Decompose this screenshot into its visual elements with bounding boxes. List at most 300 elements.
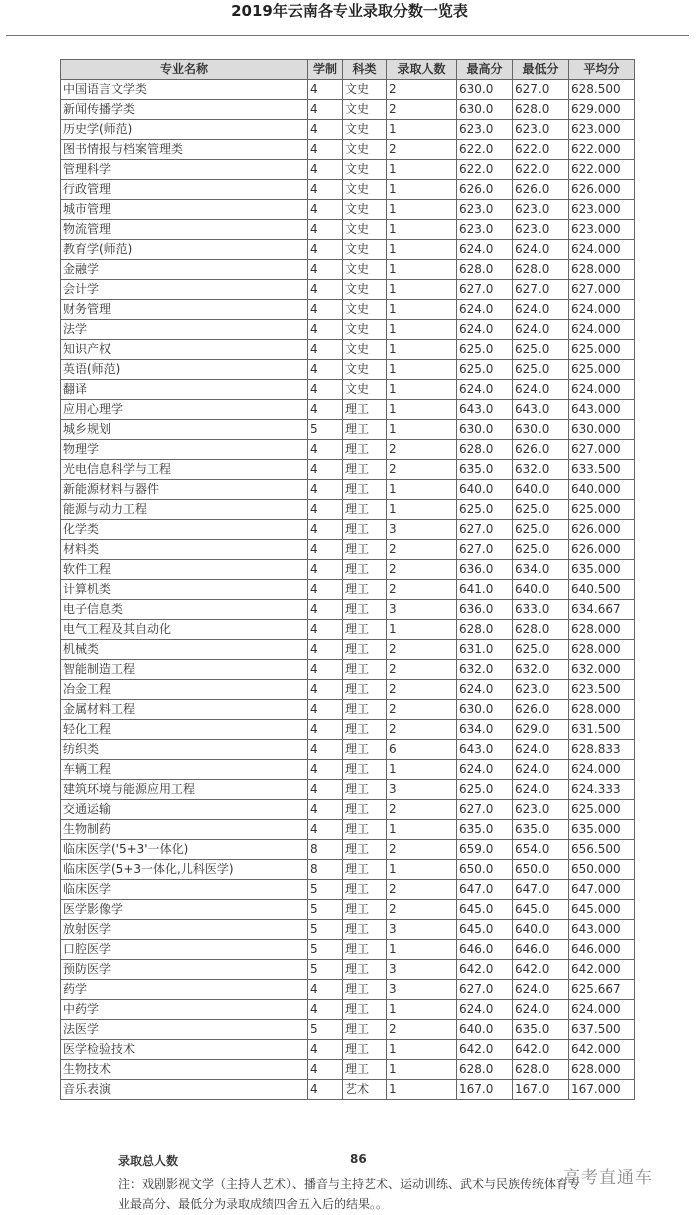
cell-category: 理工 xyxy=(343,540,387,560)
cell-min-score: 633.0 xyxy=(513,600,569,620)
cell-enrolled-count: 1 xyxy=(387,480,457,500)
cell-max-score: 623.0 xyxy=(457,200,513,220)
table-row xyxy=(61,300,635,320)
cell-enrolled-count: 3 xyxy=(387,520,457,540)
cell-max-score: 632.0 xyxy=(457,660,513,680)
cell-max-score: 643.0 xyxy=(457,740,513,760)
cell-major-name: 翻译 xyxy=(61,380,308,400)
table-body xyxy=(61,80,635,1100)
cell-major-name: 化学类 xyxy=(61,520,308,540)
table-row xyxy=(61,660,635,680)
cell-duration: 4 xyxy=(308,360,343,380)
cell-major-name: 能源与动力工程 xyxy=(61,500,308,520)
cell-category: 文史 xyxy=(343,140,387,160)
table-row xyxy=(61,440,635,460)
cell-category: 理工 xyxy=(343,940,387,960)
cell-duration: 4 xyxy=(308,120,343,140)
cell-max-score: 642.0 xyxy=(457,1040,513,1060)
cell-avg-score: 634.667 xyxy=(569,600,635,620)
cell-max-score: 627.0 xyxy=(457,800,513,820)
cell-max-score: 627.0 xyxy=(457,520,513,540)
cell-avg-score: 624.000 xyxy=(569,760,635,780)
cell-min-score: 645.0 xyxy=(513,900,569,920)
cell-avg-score: 628.000 xyxy=(569,260,635,280)
cell-max-score: 625.0 xyxy=(457,340,513,360)
table-row xyxy=(61,820,635,840)
cell-enrolled-count: 1 xyxy=(387,1000,457,1020)
cell-avg-score: 647.000 xyxy=(569,880,635,900)
cell-min-score: 625.0 xyxy=(513,340,569,360)
cell-category: 文史 xyxy=(343,260,387,280)
cell-enrolled-count: 1 xyxy=(387,240,457,260)
cell-major-name: 生物制药 xyxy=(61,820,308,840)
cell-max-score: 627.0 xyxy=(457,540,513,560)
admission-score-table xyxy=(60,59,635,1100)
cell-enrolled-count: 1 xyxy=(387,380,457,400)
cell-major-name: 生物技术 xyxy=(61,1060,308,1080)
cell-duration: 4 xyxy=(308,980,343,1000)
cell-enrolled-count: 3 xyxy=(387,920,457,940)
cell-duration: 4 xyxy=(308,1040,343,1060)
cell-major-name: 预防医学 xyxy=(61,960,308,980)
cell-avg-score: 628.000 xyxy=(569,640,635,660)
cell-avg-score: 624.333 xyxy=(569,780,635,800)
cell-avg-score: 622.000 xyxy=(569,160,635,180)
cell-enrolled-count: 2 xyxy=(387,660,457,680)
cell-min-score: 642.0 xyxy=(513,960,569,980)
cell-major-name: 法医学 xyxy=(61,1020,308,1040)
cell-max-score: 628.0 xyxy=(457,440,513,460)
cell-major-name: 冶金工程 xyxy=(61,680,308,700)
cell-min-score: 654.0 xyxy=(513,840,569,860)
cell-category: 理工 xyxy=(343,660,387,680)
cell-avg-score: 625.000 xyxy=(569,500,635,520)
table-row xyxy=(61,480,635,500)
table-row xyxy=(61,900,635,920)
cell-duration: 4 xyxy=(308,280,343,300)
table-row xyxy=(61,280,635,300)
cell-category: 文史 xyxy=(343,120,387,140)
cell-enrolled-count: 2 xyxy=(387,560,457,580)
cell-duration: 4 xyxy=(308,540,343,560)
cell-avg-score: 627.000 xyxy=(569,280,635,300)
cell-max-score: 640.0 xyxy=(457,1020,513,1040)
cell-min-score: 626.0 xyxy=(513,700,569,720)
cell-duration: 4 xyxy=(308,660,343,680)
cell-duration: 4 xyxy=(308,300,343,320)
cell-major-name: 音乐表演 xyxy=(61,1080,308,1100)
table-header-row xyxy=(61,60,635,80)
table-row xyxy=(61,880,635,900)
cell-max-score: 622.0 xyxy=(457,160,513,180)
table-row xyxy=(61,740,635,760)
cell-avg-score: 628.000 xyxy=(569,620,635,640)
cell-duration: 4 xyxy=(308,500,343,520)
cell-enrolled-count: 1 xyxy=(387,120,457,140)
cell-category: 理工 xyxy=(343,420,387,440)
header-major: 专业名称 xyxy=(61,60,308,80)
cell-major-name: 英语(师范) xyxy=(61,360,308,380)
table-row xyxy=(61,220,635,240)
cell-category: 理工 xyxy=(343,780,387,800)
cell-max-score: 631.0 xyxy=(457,640,513,660)
cell-duration: 4 xyxy=(308,740,343,760)
cell-avg-score: 637.500 xyxy=(569,1020,635,1040)
cell-max-score: 634.0 xyxy=(457,720,513,740)
cell-avg-score: 628.000 xyxy=(569,1060,635,1080)
cell-category: 文史 xyxy=(343,320,387,340)
table-row xyxy=(61,1000,635,1020)
cell-min-score: 625.0 xyxy=(513,500,569,520)
cell-category: 文史 xyxy=(343,280,387,300)
cell-avg-score: 625.000 xyxy=(569,360,635,380)
cell-enrolled-count: 2 xyxy=(387,540,457,560)
cell-min-score: 625.0 xyxy=(513,520,569,540)
table-row xyxy=(61,460,635,480)
cell-min-score: 623.0 xyxy=(513,200,569,220)
cell-max-score: 623.0 xyxy=(457,120,513,140)
cell-enrolled-count: 1 xyxy=(387,420,457,440)
cell-duration: 4 xyxy=(308,700,343,720)
cell-enrolled-count: 2 xyxy=(387,440,457,460)
cell-min-score: 623.0 xyxy=(513,800,569,820)
cell-major-name: 管理科学 xyxy=(61,160,308,180)
cell-max-score: 625.0 xyxy=(457,500,513,520)
cell-duration: 4 xyxy=(308,100,343,120)
cell-major-name: 金融学 xyxy=(61,260,308,280)
cell-major-name: 交通运输 xyxy=(61,800,308,820)
cell-avg-score: 633.500 xyxy=(569,460,635,480)
table-row xyxy=(61,180,635,200)
cell-max-score: 623.0 xyxy=(457,220,513,240)
cell-major-name: 医学检验技术 xyxy=(61,1040,308,1060)
cell-category: 理工 xyxy=(343,680,387,700)
table-row xyxy=(61,940,635,960)
cell-avg-score: 624.000 xyxy=(569,1000,635,1020)
cell-min-score: 624.0 xyxy=(513,320,569,340)
cell-avg-score: 642.000 xyxy=(569,960,635,980)
cell-max-score: 622.0 xyxy=(457,140,513,160)
table-row xyxy=(61,320,635,340)
cell-avg-score: 643.000 xyxy=(569,400,635,420)
cell-enrolled-count: 1 xyxy=(387,500,457,520)
cell-max-score: 624.0 xyxy=(457,680,513,700)
cell-min-score: 167.0 xyxy=(513,1080,569,1100)
cell-max-score: 625.0 xyxy=(457,780,513,800)
cell-min-score: 628.0 xyxy=(513,620,569,640)
cell-category: 理工 xyxy=(343,500,387,520)
cell-major-name: 教育学(师范) xyxy=(61,240,308,260)
cell-duration: 5 xyxy=(308,900,343,920)
cell-duration: 4 xyxy=(308,320,343,340)
cell-max-score: 642.0 xyxy=(457,960,513,980)
cell-min-score: 632.0 xyxy=(513,460,569,480)
cell-duration: 4 xyxy=(308,760,343,780)
table-row xyxy=(61,980,635,1000)
cell-enrolled-count: 1 xyxy=(387,860,457,880)
cell-avg-score: 635.000 xyxy=(569,820,635,840)
cell-enrolled-count: 1 xyxy=(387,1040,457,1060)
cell-min-score: 626.0 xyxy=(513,180,569,200)
cell-enrolled-count: 1 xyxy=(387,300,457,320)
table-row xyxy=(61,540,635,560)
cell-category: 理工 xyxy=(343,700,387,720)
cell-duration: 4 xyxy=(308,260,343,280)
table-row xyxy=(61,680,635,700)
cell-duration: 4 xyxy=(308,400,343,420)
cell-category: 理工 xyxy=(343,440,387,460)
cell-category: 理工 xyxy=(343,740,387,760)
table-row xyxy=(61,260,635,280)
cell-duration: 4 xyxy=(308,200,343,220)
cell-major-name: 城乡规划 xyxy=(61,420,308,440)
cell-min-score: 625.0 xyxy=(513,640,569,660)
cell-major-name: 临床医学('5+3'一体化) xyxy=(61,840,308,860)
cell-category: 文史 xyxy=(343,180,387,200)
cell-min-score: 626.0 xyxy=(513,440,569,460)
cell-enrolled-count: 1 xyxy=(387,820,457,840)
cell-max-score: 636.0 xyxy=(457,600,513,620)
cell-major-name: 新闻传播学类 xyxy=(61,100,308,120)
cell-avg-score: 624.000 xyxy=(569,240,635,260)
cell-duration: 4 xyxy=(308,460,343,480)
cell-max-score: 630.0 xyxy=(457,420,513,440)
cell-enrolled-count: 2 xyxy=(387,140,457,160)
cell-major-name: 图书情报与档案管理类 xyxy=(61,140,308,160)
cell-min-score: 646.0 xyxy=(513,940,569,960)
cell-avg-score: 629.000 xyxy=(569,100,635,120)
cell-min-score: 624.0 xyxy=(513,780,569,800)
table-row xyxy=(61,1040,635,1060)
cell-max-score: 641.0 xyxy=(457,580,513,600)
table-row xyxy=(61,240,635,260)
cell-duration: 4 xyxy=(308,1000,343,1020)
cell-max-score: 640.0 xyxy=(457,480,513,500)
cell-duration: 4 xyxy=(308,340,343,360)
table-row xyxy=(61,600,635,620)
cell-enrolled-count: 1 xyxy=(387,340,457,360)
cell-max-score: 627.0 xyxy=(457,280,513,300)
cell-duration: 5 xyxy=(308,1020,343,1040)
cell-min-score: 624.0 xyxy=(513,980,569,1000)
cell-category: 理工 xyxy=(343,800,387,820)
total-enrolled xyxy=(118,1152,367,1169)
cell-duration: 8 xyxy=(308,840,343,860)
cell-max-score: 167.0 xyxy=(457,1080,513,1100)
cell-avg-score: 623.000 xyxy=(569,120,635,140)
cell-major-name: 计算机类 xyxy=(61,580,308,600)
cell-category: 文史 xyxy=(343,300,387,320)
cell-enrolled-count: 1 xyxy=(387,1060,457,1080)
cell-enrolled-count: 2 xyxy=(387,720,457,740)
table-row xyxy=(61,140,635,160)
cell-max-score: 627.0 xyxy=(457,980,513,1000)
table-row xyxy=(61,380,635,400)
table-row xyxy=(61,360,635,380)
cell-max-score: 659.0 xyxy=(457,840,513,860)
table-row xyxy=(61,800,635,820)
cell-category: 文史 xyxy=(343,200,387,220)
header-max-score: 最高分 xyxy=(457,60,513,80)
cell-min-score: 625.0 xyxy=(513,360,569,380)
cell-major-name: 法学 xyxy=(61,320,308,340)
cell-major-name: 轻化工程 xyxy=(61,720,308,740)
table-row xyxy=(61,560,635,580)
cell-min-score: 630.0 xyxy=(513,420,569,440)
table-row xyxy=(61,160,635,180)
cell-min-score: 625.0 xyxy=(513,540,569,560)
cell-enrolled-count: 2 xyxy=(387,460,457,480)
cell-duration: 4 xyxy=(308,720,343,740)
cell-category: 文史 xyxy=(343,380,387,400)
cell-enrolled-count: 2 xyxy=(387,80,457,100)
cell-min-score: 640.0 xyxy=(513,920,569,940)
cell-major-name: 行政管理 xyxy=(61,180,308,200)
cell-category: 理工 xyxy=(343,480,387,500)
cell-enrolled-count: 1 xyxy=(387,260,457,280)
cell-avg-score: 645.000 xyxy=(569,900,635,920)
cell-duration: 5 xyxy=(308,960,343,980)
cell-max-score: 630.0 xyxy=(457,100,513,120)
cell-max-score: 624.0 xyxy=(457,240,513,260)
cell-avg-score: 627.000 xyxy=(569,440,635,460)
cell-duration: 4 xyxy=(308,600,343,620)
cell-major-name: 应用心理学 xyxy=(61,400,308,420)
cell-major-name: 临床医学 xyxy=(61,880,308,900)
cell-category: 文史 xyxy=(343,240,387,260)
cell-category: 理工 xyxy=(343,1000,387,1020)
cell-enrolled-count: 2 xyxy=(387,640,457,660)
cell-min-score: 642.0 xyxy=(513,1040,569,1060)
cell-category: 理工 xyxy=(343,960,387,980)
cell-min-score: 624.0 xyxy=(513,760,569,780)
cell-min-score: 627.0 xyxy=(513,280,569,300)
cell-enrolled-count: 1 xyxy=(387,940,457,960)
watermark: 高考直通车 xyxy=(563,1168,653,1188)
total-enrolled-label: 录取总人数 xyxy=(118,1154,179,1168)
cell-enrolled-count: 2 xyxy=(387,580,457,600)
cell-max-score: 624.0 xyxy=(457,1000,513,1020)
cell-major-name: 车辆工程 xyxy=(61,760,308,780)
cell-max-score: 628.0 xyxy=(457,260,513,280)
table-row xyxy=(61,760,635,780)
cell-duration: 5 xyxy=(308,420,343,440)
cell-category: 理工 xyxy=(343,460,387,480)
cell-enrolled-count: 2 xyxy=(387,840,457,860)
cell-category: 理工 xyxy=(343,520,387,540)
cell-category: 文史 xyxy=(343,340,387,360)
cell-major-name: 药学 xyxy=(61,980,308,1000)
header-enrolled: 录取人数 xyxy=(387,60,457,80)
header-min-score: 最低分 xyxy=(513,60,569,80)
cell-avg-score: 630.000 xyxy=(569,420,635,440)
table-row xyxy=(61,720,635,740)
cell-major-name: 城市管理 xyxy=(61,200,308,220)
cell-avg-score: 628.833 xyxy=(569,740,635,760)
footnote: 注：戏剧影视文学（主持人艺术）、播音与主持艺术、运动训练、武术与民族传统体育专业最高分、最低分为录取成绩四舍五入后的结果。。 xyxy=(118,1177,581,1211)
cell-max-score: 635.0 xyxy=(457,460,513,480)
cell-major-name: 纺织类 xyxy=(61,740,308,760)
cell-major-name: 软件工程 xyxy=(61,560,308,580)
header-category: 科类 xyxy=(343,60,387,80)
cell-category: 文史 xyxy=(343,80,387,100)
table-row xyxy=(61,920,635,940)
cell-duration: 4 xyxy=(308,140,343,160)
cell-category: 理工 xyxy=(343,1040,387,1060)
cell-avg-score: 632.000 xyxy=(569,660,635,680)
cell-enrolled-count: 1 xyxy=(387,320,457,340)
cell-duration: 4 xyxy=(308,520,343,540)
cell-enrolled-count: 1 xyxy=(387,400,457,420)
cell-category: 理工 xyxy=(343,600,387,620)
cell-duration: 5 xyxy=(308,920,343,940)
cell-category: 理工 xyxy=(343,880,387,900)
cell-avg-score: 631.500 xyxy=(569,720,635,740)
cell-duration: 4 xyxy=(308,620,343,640)
cell-avg-score: 656.500 xyxy=(569,840,635,860)
cell-avg-score: 623.000 xyxy=(569,200,635,220)
cell-avg-score: 640.500 xyxy=(569,580,635,600)
cell-major-name: 新能源材料与器件 xyxy=(61,480,308,500)
table-row xyxy=(61,960,635,980)
cell-major-name: 口腔医学 xyxy=(61,940,308,960)
cell-enrolled-count: 3 xyxy=(387,980,457,1000)
cell-enrolled-count: 3 xyxy=(387,960,457,980)
cell-duration: 4 xyxy=(308,580,343,600)
cell-enrolled-count: 2 xyxy=(387,1020,457,1040)
cell-avg-score: 624.000 xyxy=(569,380,635,400)
total-enrolled-value: 86 xyxy=(350,1152,367,1166)
cell-enrolled-count: 3 xyxy=(387,600,457,620)
table-row xyxy=(61,400,635,420)
cell-enrolled-count: 1 xyxy=(387,1080,457,1100)
header-duration: 学制 xyxy=(308,60,343,80)
cell-enrolled-count: 2 xyxy=(387,700,457,720)
cell-avg-score: 643.000 xyxy=(569,920,635,940)
cell-min-score: 629.0 xyxy=(513,720,569,740)
table-row xyxy=(61,420,635,440)
table-row xyxy=(61,520,635,540)
cell-min-score: 635.0 xyxy=(513,820,569,840)
cell-major-name: 中国语言文学类 xyxy=(61,80,308,100)
cell-enrolled-count: 2 xyxy=(387,800,457,820)
cell-min-score: 622.0 xyxy=(513,140,569,160)
cell-major-name: 会计学 xyxy=(61,280,308,300)
table-row xyxy=(61,100,635,120)
cell-avg-score: 626.000 xyxy=(569,180,635,200)
cell-avg-score: 628.500 xyxy=(569,80,635,100)
cell-avg-score: 625.667 xyxy=(569,980,635,1000)
cell-category: 理工 xyxy=(343,560,387,580)
cell-enrolled-count: 2 xyxy=(387,100,457,120)
cell-max-score: 645.0 xyxy=(457,920,513,940)
cell-min-score: 623.0 xyxy=(513,680,569,700)
cell-major-name: 电子信息类 xyxy=(61,600,308,620)
cell-enrolled-count: 1 xyxy=(387,620,457,640)
cell-major-name: 知识产权 xyxy=(61,340,308,360)
cell-major-name: 金属材料工程 xyxy=(61,700,308,720)
cell-duration: 4 xyxy=(308,800,343,820)
table-row xyxy=(61,620,635,640)
cell-duration: 4 xyxy=(308,180,343,200)
cell-duration: 4 xyxy=(308,680,343,700)
cell-min-score: 640.0 xyxy=(513,580,569,600)
cell-duration: 8 xyxy=(308,860,343,880)
cell-max-score: 647.0 xyxy=(457,880,513,900)
cell-max-score: 646.0 xyxy=(457,940,513,960)
cell-avg-score: 642.000 xyxy=(569,1040,635,1060)
page-title: 2019年云南各专业录取分数一览表 xyxy=(231,2,468,20)
